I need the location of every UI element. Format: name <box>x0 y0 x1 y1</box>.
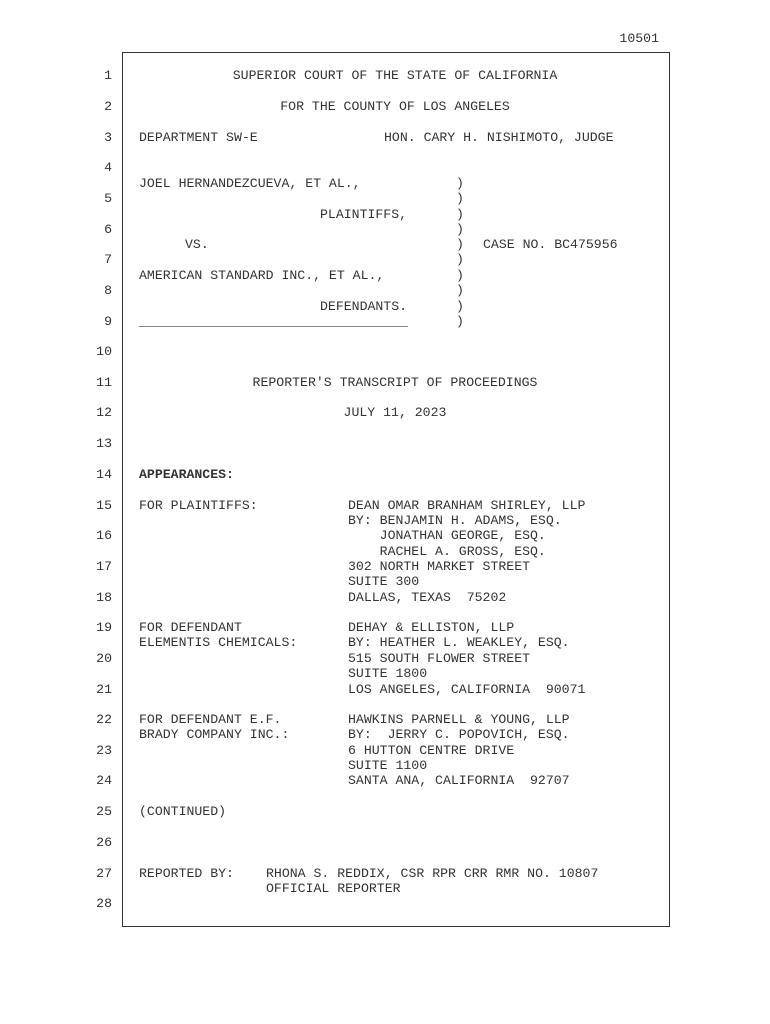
paren: ) <box>456 283 464 298</box>
line-number: 5 <box>104 191 112 206</box>
plaintiff-name: JOEL HERNANDEZCUEVA, ET AL., <box>139 176 361 191</box>
caption-underline: __________________________________ <box>139 314 409 329</box>
counsel-line: BY: BENJAMIN H. ADAMS, ESQ. <box>348 513 562 528</box>
paren: ) <box>456 314 464 329</box>
paren: ) <box>456 237 464 252</box>
line-number: 12 <box>96 405 112 420</box>
county-name: FOR THE COUNTY OF LOS ANGELES <box>280 99 510 114</box>
line-number: 20 <box>96 651 112 666</box>
counsel-line: SUITE 1100 <box>348 758 428 773</box>
department: DEPARTMENT SW-E <box>139 130 258 145</box>
counsel-line: DALLAS, TEXAS 75202 <box>348 590 507 605</box>
versus: VS. <box>185 237 209 252</box>
line-number: 7 <box>104 252 112 267</box>
counsel-line: BY: JERRY C. POPOVICH, ESQ. <box>348 727 570 742</box>
paren: ) <box>456 268 464 283</box>
line-number: 25 <box>96 804 112 819</box>
case-number: CASE NO. BC475956 <box>483 237 618 252</box>
line-number: 4 <box>104 160 112 175</box>
elementis-counsel-label: ELEMENTIS CHEMICALS: <box>139 635 298 650</box>
paren: ) <box>456 222 464 237</box>
page-number: 10501 <box>619 31 659 46</box>
defendants-label: DEFENDANTS. <box>320 299 408 314</box>
counsel-line: HAWKINS PARNELL & YOUNG, LLP <box>348 712 570 727</box>
line-number: 16 <box>96 528 112 543</box>
line-number: 17 <box>96 559 112 574</box>
counsel-line: SUITE 1800 <box>348 666 428 681</box>
counsel-line: 6 HUTTON CENTRE DRIVE <box>348 743 515 758</box>
court-name: SUPERIOR COURT OF THE STATE OF CALIFORNIA <box>232 68 558 83</box>
line-number: 24 <box>96 773 112 788</box>
line-number: 18 <box>96 590 112 605</box>
line-number: 23 <box>96 743 112 758</box>
line-number: 9 <box>104 314 112 329</box>
paren: ) <box>456 191 464 206</box>
brady-counsel-label: BRADY COMPANY INC.: <box>139 727 290 742</box>
plaintiffs-counsel-label: FOR PLAINTIFFS: <box>139 498 258 513</box>
judge-name: HON. CARY H. NISHIMOTO, JUDGE <box>384 130 614 145</box>
counsel-line: DEHAY & ELLISTON, LLP <box>348 620 515 635</box>
counsel-line: DEAN OMAR BRANHAM SHIRLEY, LLP <box>348 498 586 513</box>
counsel-line: RACHEL A. GROSS, ESQ. <box>348 544 546 559</box>
appearances-heading: APPEARANCES: <box>139 467 234 482</box>
elementis-counsel-label: FOR DEFENDANT <box>139 620 242 635</box>
line-number: 19 <box>96 620 112 635</box>
defendant-name: AMERICAN STANDARD INC., ET AL., <box>139 268 385 283</box>
transcript-title: REPORTER'S TRANSCRIPT OF PROCEEDINGS <box>252 375 538 390</box>
line-number: 10 <box>96 344 112 359</box>
line-number: 22 <box>96 712 112 727</box>
line-number: 13 <box>96 436 112 451</box>
counsel-line: BY: HEATHER L. WEAKLEY, ESQ. <box>348 635 570 650</box>
line-number: 28 <box>96 896 112 911</box>
counsel-line: 515 SOUTH FLOWER STREET <box>348 651 531 666</box>
line-number: 26 <box>96 835 112 850</box>
line-number: 14 <box>96 467 112 482</box>
paren: ) <box>456 299 464 314</box>
line-number: 8 <box>104 283 112 298</box>
line-number: 15 <box>96 498 112 513</box>
paren: ) <box>456 252 464 267</box>
counsel-line: 302 NORTH MARKET STREET <box>348 559 531 574</box>
line-number: 6 <box>104 222 112 237</box>
reporter-name: RHONA S. REDDIX, CSR RPR CRR RMR NO. 10807 <box>266 866 599 881</box>
line-number: 21 <box>96 682 112 697</box>
plaintiffs-label: PLAINTIFFS, <box>320 207 408 222</box>
line-number: 11 <box>96 375 112 390</box>
brady-counsel-label: FOR DEFENDANT E.F. <box>139 712 282 727</box>
paren: ) <box>456 176 464 191</box>
reported-by-label: REPORTED BY: <box>139 866 234 881</box>
counsel-line: LOS ANGELES, CALIFORNIA 90071 <box>348 682 586 697</box>
line-number: 2 <box>104 99 112 114</box>
paren: ) <box>456 207 464 222</box>
counsel-line: SANTA ANA, CALIFORNIA 92707 <box>348 773 570 788</box>
line-number: 3 <box>104 130 112 145</box>
continued-note: (CONTINUED) <box>139 804 227 819</box>
transcript-date: JULY 11, 2023 <box>343 405 447 420</box>
counsel-line: SUITE 300 <box>348 574 420 589</box>
counsel-line: JONATHAN GEORGE, ESQ. <box>348 528 546 543</box>
reporter-title: OFFICIAL REPORTER <box>266 881 401 896</box>
line-number: 27 <box>96 866 112 881</box>
line-number: 1 <box>104 68 112 83</box>
